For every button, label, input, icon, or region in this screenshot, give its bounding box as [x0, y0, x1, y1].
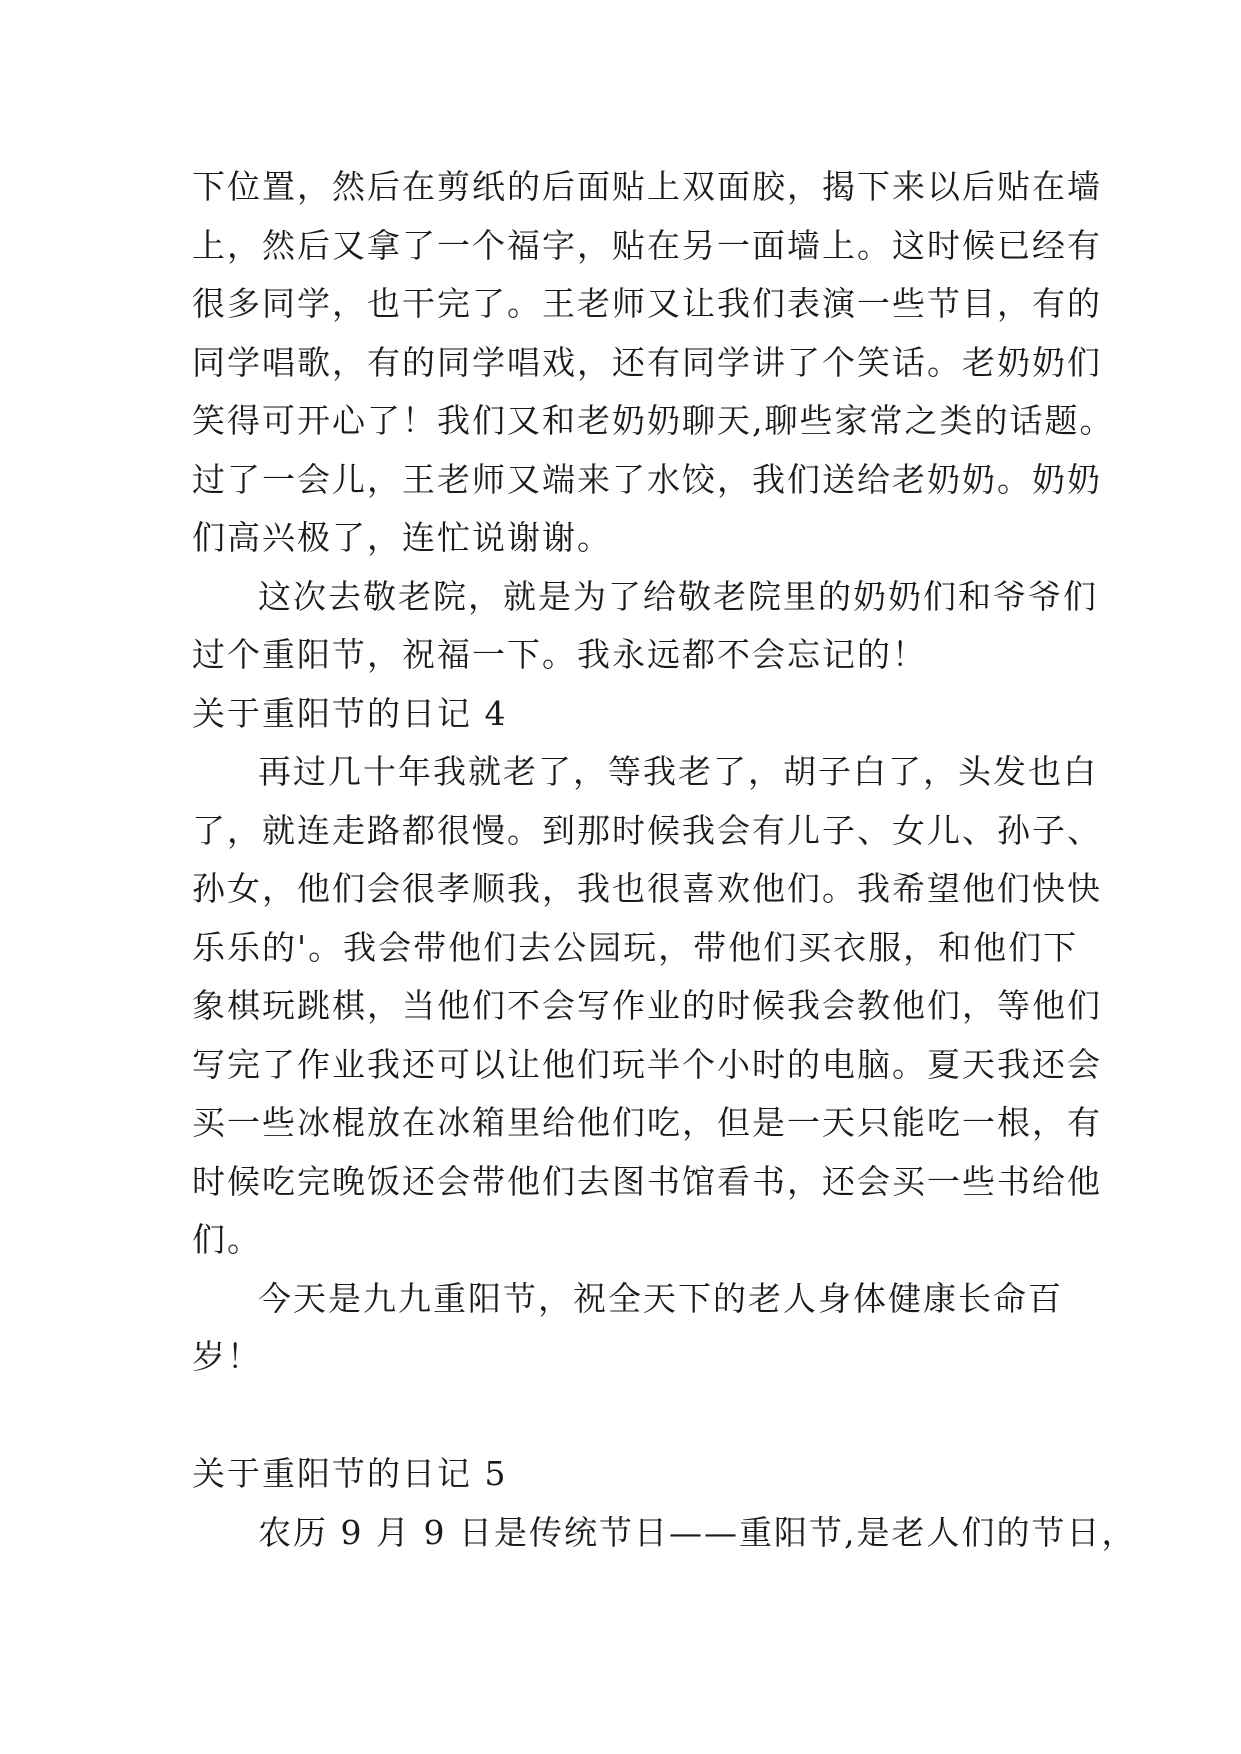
paragraph-line: 写完了作业我还可以让他们玩半个小时的电脑。夏天我还会: [192, 1044, 1102, 1084]
paragraph-line: 同学唱歌，有的同学唱戏，还有同学讲了个笑话。老奶奶们: [192, 342, 1102, 382]
paragraph-line: 岁！: [192, 1337, 262, 1376]
paragraph-line: 象棋玩跳棋，当他们不会写作业的时候我会教他们，等他们: [192, 986, 1102, 1025]
paragraph-line: 很多同学，也干完了。王老师又让我们表演一些节目，有的: [192, 284, 1102, 323]
section-heading: 关于重阳节的日记 4: [192, 693, 508, 733]
paragraph-line: 笑得可开心了！我们又和老奶奶聊天,聊些家常之类的话题。: [192, 401, 1115, 440]
paragraph-line: 过个重阳节，祝福一下。我永远都不会忘记的！: [192, 635, 927, 674]
paragraph-line: 们高兴极了，连忙说谢谢。: [192, 518, 612, 557]
paragraph-line: 们。: [192, 1220, 262, 1259]
paragraph-line: 下位置，然后在剪纸的后面贴上双面胶，揭下来以后贴在墙: [192, 167, 1102, 206]
paragraph-line: 今天是九九重阳节，祝全天下的老人身体健康长命百: [258, 1278, 1063, 1318]
paragraph-line: 孙女，他们会很孝顺我，我也很喜欢他们。我希望他们快快: [192, 869, 1102, 908]
document-body: [192, 158, 1137, 1562]
paragraph-line: 农历 9 月 9 日是传统节日——重阳节,是老人们的节日，: [258, 1512, 1137, 1552]
blank-line: [192, 1387, 1054, 1446]
paragraph-line: 时候吃完晚饭还会带他们去图书馆看书，还会买一些书给他: [192, 1161, 1102, 1201]
paragraph-line: 这次去敬老院，就是为了给敬老院里的奶奶们和爷爷们: [258, 576, 1098, 616]
paragraph-line: 买一些冰棍放在冰箱里给他们吃，但是一天只能吃一根，有: [192, 1103, 1102, 1142]
paragraph-line: 上，然后又拿了一个福字，贴在另一面墙上。这时候已经有: [192, 225, 1102, 265]
section-heading: 关于重阳节的日记 5: [192, 1454, 508, 1493]
paragraph-line: 再过几十年我就老了，等我老了，胡子白了，头发也白: [258, 752, 1098, 791]
paragraph-line: 乐乐的'。我会带他们去公园玩，带他们买衣服，和他们下: [192, 927, 1079, 967]
paragraph-line: 了，就连走路都很慢。到那时候我会有儿子、女儿、孙子、: [192, 810, 1102, 850]
paragraph-line: 过了一会儿，王老师又端来了水饺，我们送给老奶奶。奶奶: [192, 459, 1102, 499]
